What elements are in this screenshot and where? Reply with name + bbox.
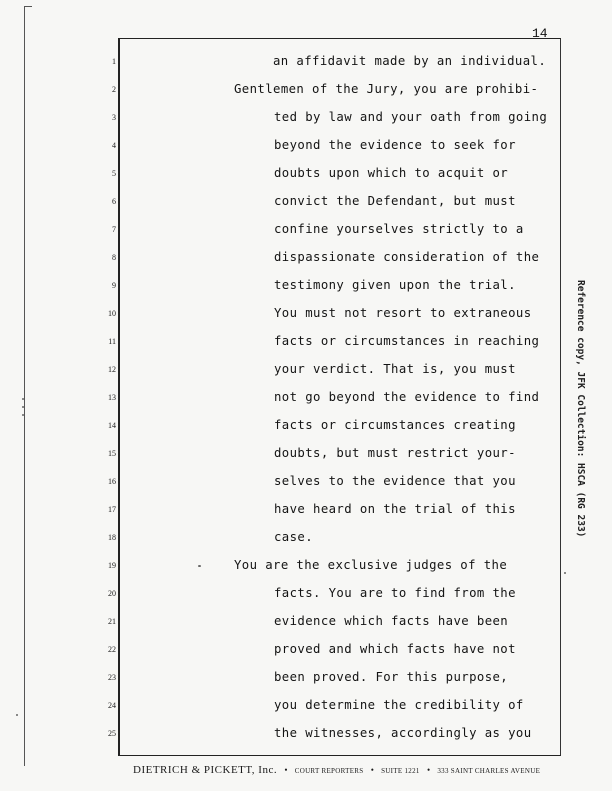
transcript-line: Gentlemen of the Jury, you are prohibi- xyxy=(234,82,539,96)
line-number: 24 xyxy=(108,701,116,710)
line-number: 21 xyxy=(108,617,116,626)
line-number: 18 xyxy=(108,533,116,542)
archive-reference-note: Reference copy, JFK Collection: HSCA (RG 233) xyxy=(575,280,586,538)
line-number: 8 xyxy=(112,253,116,262)
transcript-line: an affidavit made by an individual. xyxy=(273,54,547,68)
line-number: 22 xyxy=(108,645,116,654)
transcript-line: not go beyond the evidence to find xyxy=(274,390,540,404)
transcript-line: have heard on the trial of this xyxy=(274,502,516,516)
line-number: 13 xyxy=(108,393,116,402)
transcript-line: You must not resort to extraneous xyxy=(274,306,532,320)
transcript-line: ted by law and your oath from going xyxy=(274,110,548,124)
transcript-line: confine yourselves strictly to a xyxy=(274,222,524,236)
footer-suite: SUITE 1221 xyxy=(381,767,420,775)
transcript-line: case. xyxy=(274,530,314,544)
transcript-line: convict the Defendant, but must xyxy=(274,194,516,208)
scan-speck xyxy=(564,572,566,574)
footer-address: 333 SAINT CHARLES AVENUE xyxy=(437,767,541,775)
line-number: 5 xyxy=(112,169,116,178)
transcript-line: dispassionate consideration of the xyxy=(274,250,540,264)
line-number: 19 xyxy=(108,561,116,570)
line-number: 20 xyxy=(108,589,116,598)
transcript-line: your verdict. That is, you must xyxy=(274,362,516,376)
transcript-line: facts. You are to find from the xyxy=(274,586,516,600)
line-number: 11 xyxy=(108,337,116,346)
scan-speck xyxy=(198,565,201,567)
line-number: 23 xyxy=(108,673,116,682)
line-number: 25 xyxy=(108,729,116,738)
transcript-line: you determine the credibility of xyxy=(274,698,524,712)
line-number: 12 xyxy=(108,365,116,374)
footer-separator: • xyxy=(426,765,431,775)
transcript-line: evidence which facts have been xyxy=(274,614,509,628)
line-number: 3 xyxy=(112,113,116,122)
line-number: 15 xyxy=(108,449,116,458)
scan-speck xyxy=(22,414,24,416)
line-number: 4 xyxy=(112,141,116,150)
line-number: 7 xyxy=(112,225,116,234)
transcript-line: facts or circumstances creating xyxy=(274,418,516,432)
footer-separator: • xyxy=(284,765,288,775)
page-number: 14 xyxy=(532,26,548,41)
left-margin-tick xyxy=(24,6,32,7)
line-number: 14 xyxy=(108,421,116,430)
footer-service: COURT REPORTERS xyxy=(294,767,364,775)
line-number: 1 xyxy=(112,57,116,66)
transcript-line: selves to the evidence that you xyxy=(274,474,516,488)
line-number: 10 xyxy=(108,309,116,318)
line-number: 2 xyxy=(112,85,116,94)
transcript-line: doubts upon which to acquit or xyxy=(274,166,509,180)
footer-firm: DIETRICH & PICKETT, Inc. xyxy=(133,764,278,776)
line-number: 16 xyxy=(108,477,116,486)
line-number: 17 xyxy=(108,505,116,514)
reporter-footer xyxy=(133,764,540,776)
transcript-line: facts or circumstances in reaching xyxy=(274,334,540,348)
footer-separator: • xyxy=(370,765,374,775)
transcript-line: beyond the evidence to seek for xyxy=(274,138,516,152)
line-number: 9 xyxy=(112,281,116,290)
transcript-line: testimony given upon the trial. xyxy=(274,278,516,292)
transcript-line: proved and which facts have not xyxy=(274,642,516,656)
scan-speck xyxy=(22,406,24,408)
transcript-line: been proved. For this purpose, xyxy=(274,670,509,684)
transcript-line: the witnesses, accordingly as you xyxy=(274,726,532,740)
left-margin-rule xyxy=(24,6,25,766)
scan-speck xyxy=(16,714,18,716)
transcript-line: doubts, but must restrict your- xyxy=(274,446,516,460)
line-number: 6 xyxy=(112,197,116,206)
transcript-line: You are the exclusive judges of the xyxy=(234,558,508,572)
scan-speck xyxy=(22,398,24,400)
